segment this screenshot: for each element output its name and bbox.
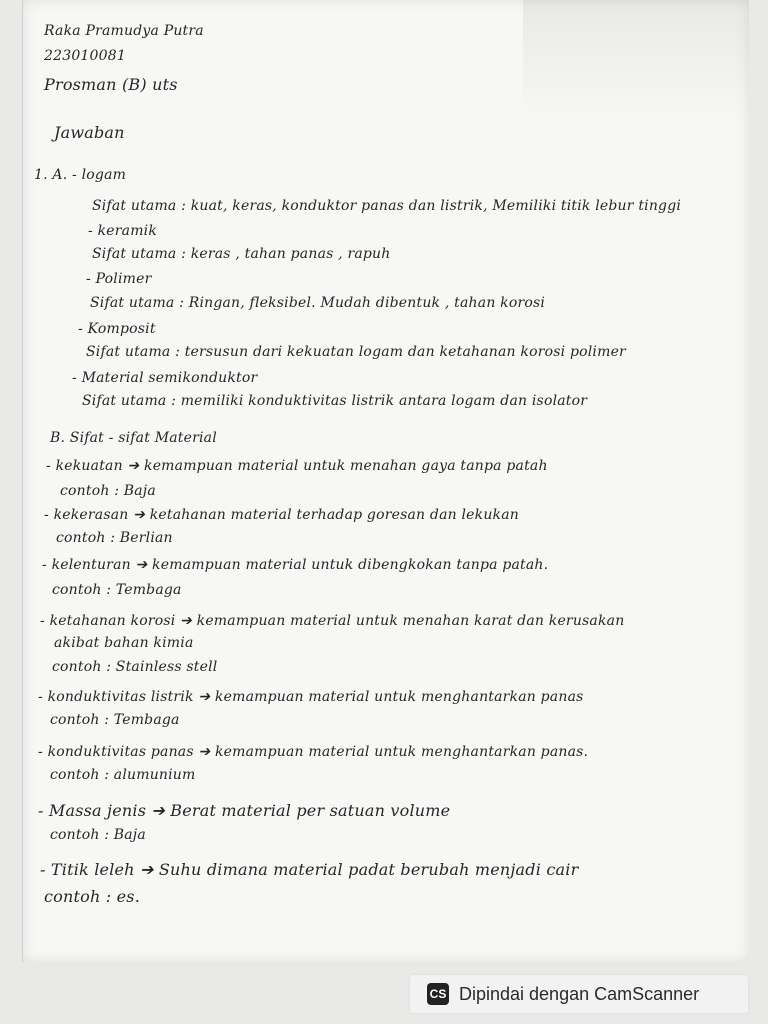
answer-heading: Jawaban [54, 123, 125, 142]
page-shadow [523, 0, 749, 120]
student-id: 223010081 [44, 48, 126, 64]
korosi-definition-cont: akibat bahan kimia [54, 635, 194, 651]
section-b-heading: B. Sifat - sifat Material [50, 430, 217, 446]
kelenturan-example: contoh : Tembaga [52, 582, 182, 598]
semikonduktor-properties: Sifat utama : memiliki konduktivitas listrik antara logam dan isolator [82, 393, 588, 409]
course-title: Prosman (B) uts [44, 75, 178, 94]
kekerasan-definition: - kekerasan ➔ ketahanan material terhadap goresan dan lekukan [44, 507, 519, 523]
kekuatan-definition: - kekuatan ➔ kemampuan material untuk menahan gaya tanpa patah [46, 458, 548, 474]
camscanner-watermark [410, 975, 748, 1013]
konduktivitas-panas-example: contoh : alumunium [50, 767, 196, 783]
massa-jenis-definition: - Massa jenis ➔ Berat material per satuan volume [38, 801, 451, 820]
massa-jenis-example: contoh : Baja [50, 827, 146, 843]
student-name: Raka Pramudya Putra [44, 23, 204, 39]
polimer-heading: - Polimer [86, 271, 152, 287]
komposit-heading: - Komposit [78, 321, 156, 337]
korosi-example: contoh : Stainless stell [52, 659, 218, 675]
keramik-properties: Sifat utama : keras , tahan panas , rapuh [92, 246, 391, 262]
semikonduktor-heading: - Material semikonduktor [72, 370, 258, 386]
korosi-definition: - ketahanan korosi ➔ kemampuan material untuk menahan karat dan kerusakan [40, 613, 625, 629]
kekerasan-example: contoh : Berlian [56, 530, 173, 546]
section-1a-logam: 1. A. - logam [34, 167, 127, 183]
keramik-heading: - keramik [88, 223, 158, 239]
titik-leleh-example: contoh : es. [44, 887, 140, 906]
konduktivitas-panas-definition: - konduktivitas panas ➔ kemampuan material untuk menghantarkan panas. [38, 744, 589, 760]
kekuatan-example: contoh : Baja [60, 483, 156, 499]
kelenturan-definition: - kelenturan ➔ kemampuan material untuk dibengkokan tanpa patah. [42, 557, 549, 573]
logam-properties: Sifat utama : kuat, keras, konduktor panas dan listrik, Memiliki titik lebur tinggi [92, 198, 682, 214]
titik-leleh-definition: - Titik leleh ➔ Suhu dimana material padat berubah menjadi cair [40, 860, 579, 879]
watermark-text: Dipindai dengan CamScanner [459, 983, 700, 1004]
polimer-properties: Sifat utama : Ringan, fleksibel. Mudah dibentuk , tahan korosi [90, 295, 546, 311]
camscanner-logo-icon: CS [427, 983, 449, 1005]
konduktivitas-listrik-example: contoh : Tembaga [50, 712, 180, 728]
konduktivitas-listrik-definition: - konduktivitas listrik ➔ kemampuan material untuk menghantarkan panas [38, 689, 584, 705]
komposit-properties: Sifat utama : tersusun dari kekuatan logam dan ketahanan korosi polimer [86, 344, 626, 360]
